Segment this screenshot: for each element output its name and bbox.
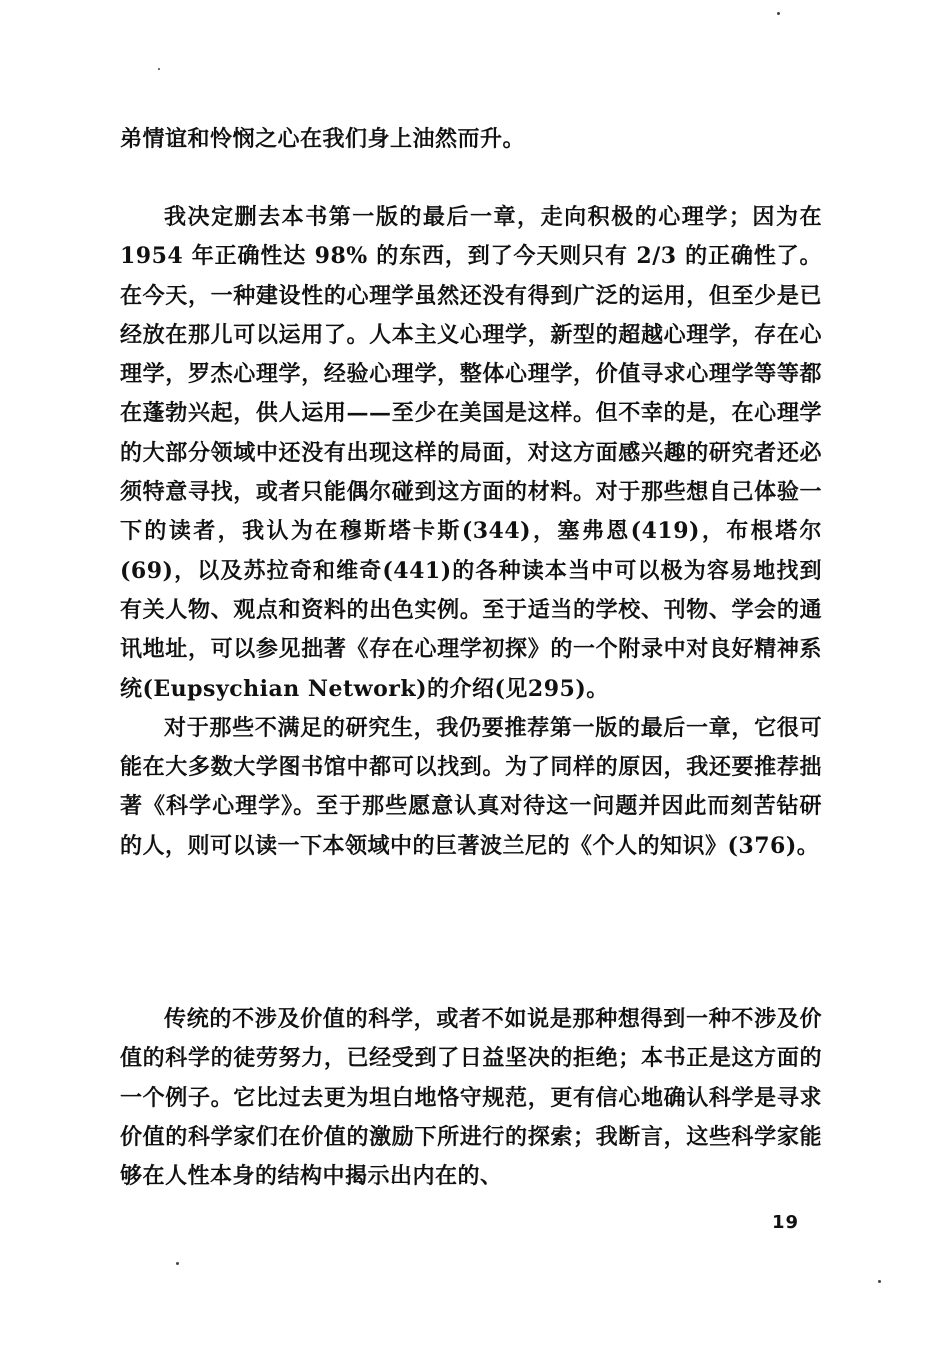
scan-speck bbox=[878, 1280, 881, 1283]
page-number: 19 bbox=[772, 1212, 800, 1233]
paragraph-graduate-students: 对于那些不满足的研究生，我仍要推荐第一版的最后一章，它很可能在大多数大学图书馆中都可以找到。为了同样的原因，我还要推荐拙著《科学心理学》。至于那些愿意认真对待这一问题并因此而刻苦钻研的人，则可以读一下本领域中的巨著波兰尼的《个人的知识》(376)。 bbox=[120, 714, 822, 859]
scan-speck bbox=[158, 68, 160, 70]
body-text-middle bbox=[120, 198, 822, 866]
scan-speck bbox=[777, 12, 780, 15]
scan-speck bbox=[176, 1262, 179, 1265]
paragraph-value-free-science: 传统的不涉及价值的科学，或者不如说是那种想得到一种不涉及价值的科学的徒劳努力，已经受到了日益坚决的拒绝；本书正是这方面的一个例子。它比过去更为坦白地恪守规范，更有信心地确认科学是寻求价值的科学家们在价值的激励下所进行的探索；我断言，这些科学家能够在人性本身的结构中揭示出内在的、 bbox=[120, 1006, 822, 1190]
paragraph-positive-psychology: 我决定删去本书第一版的最后一章，走向积极的心理学；因为在 1954 年正确性达 98% 的东西，到了今天则只有 2/3 的正确性了。在今天，一种建设性的心理学虽然还没有得到广泛的运用，但至少是已经放在那儿可以运用了。人本主义心理学，新型的超越心理学，存在心理学，罗杰心理学，经验心理学，整体心理学，价值寻求心理学等等都在蓬勃兴起，供人运用——至少在美国是这样。但不幸的是，在心理学的大部分领域中还没有出现这样的局面，对这方面感兴趣的研究者还必须特意寻找，或者只能偶尔碰到这方面的材料。对于那些想自己体验一下的读者，我认为在穆斯塔卡斯(344)，塞弗恩(419)，布根塔尔(69)，以及苏拉奇和维奇(441)的各种读本当中可以极为容易地找到有关人物、观点和资料的出色实例。至于适当的学校、刊物、学会的通讯地址，可以参见拙著《存在心理学初探》的一个附录中对良好精神系统(Eupsychian Network)的介绍(见295)。 bbox=[120, 204, 822, 702]
body-text-top bbox=[120, 120, 822, 159]
paragraph-continuation: 弟情谊和怜悯之心在我们身上油然而升。 bbox=[120, 126, 526, 152]
body-text-bottom bbox=[120, 1000, 822, 1196]
